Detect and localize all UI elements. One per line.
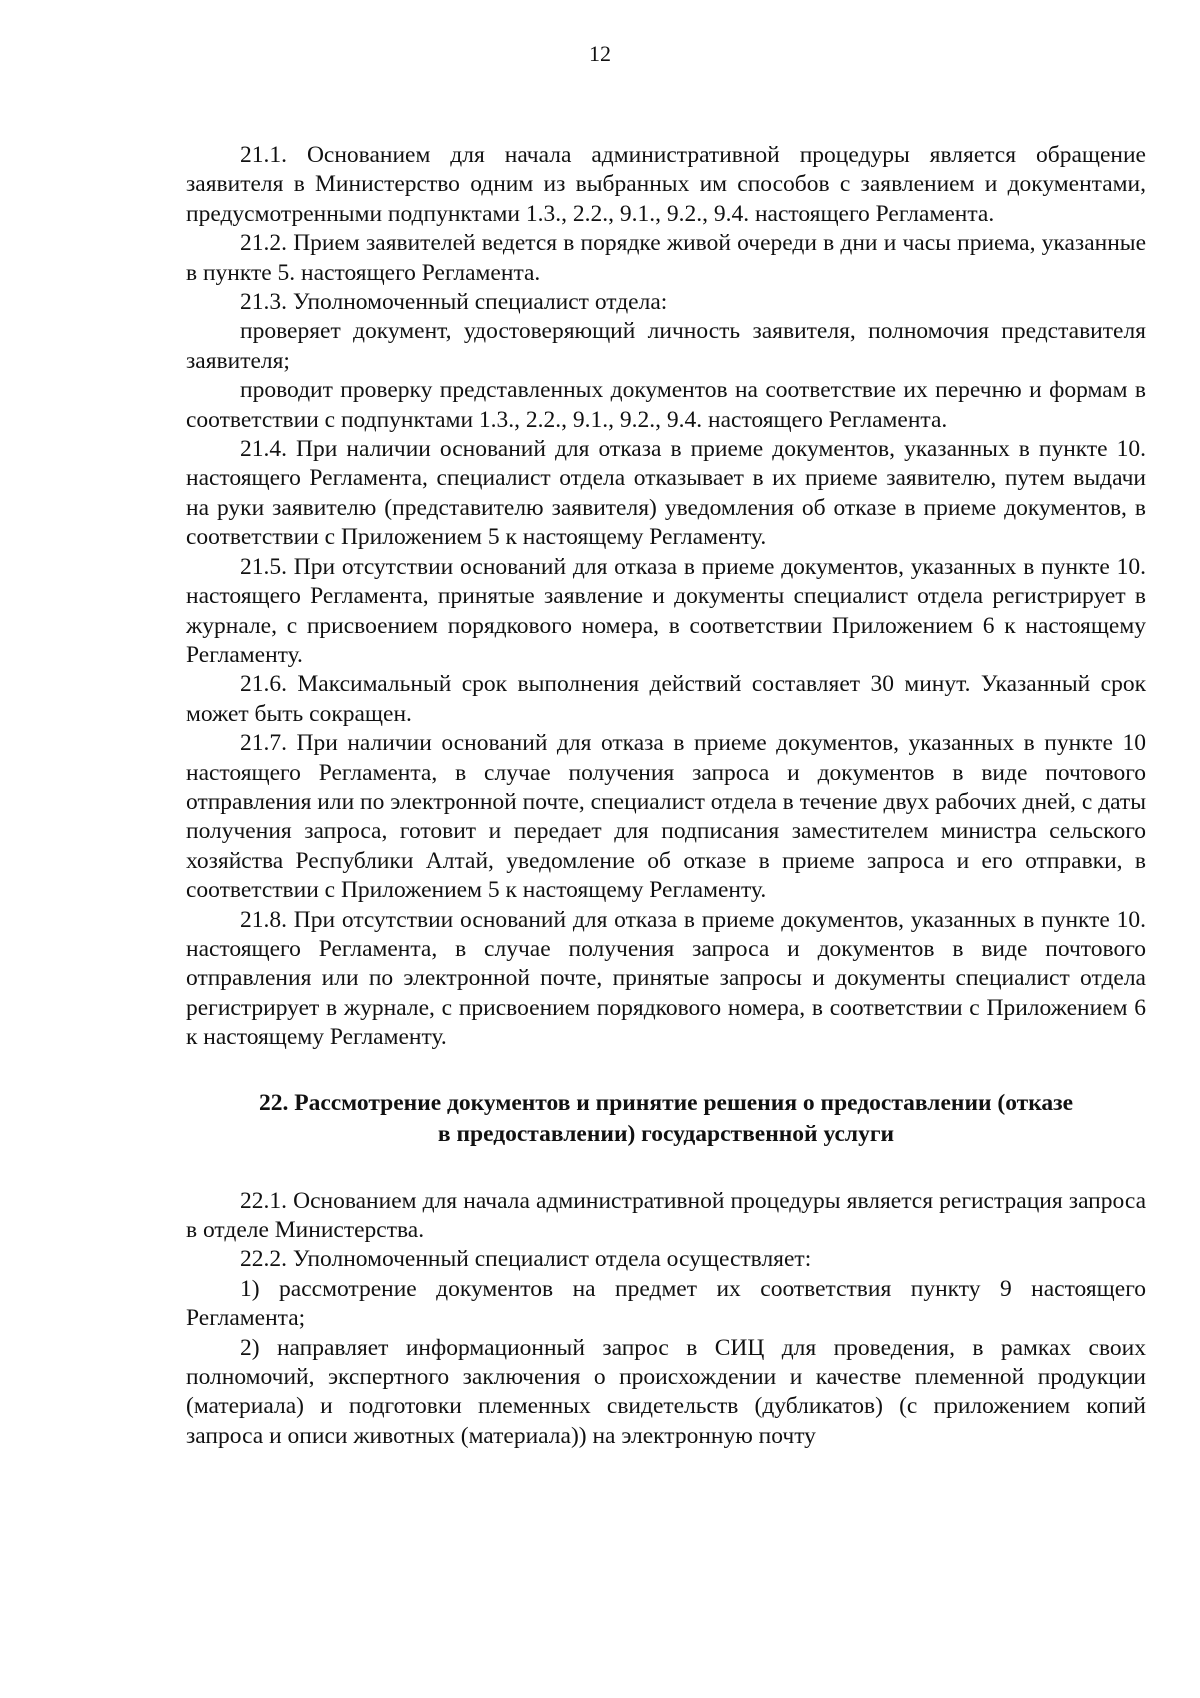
paragraph-21-2: 21.2. Прием заявителей ведется в порядке живой очереди в дни и часы приема, указанные в пункте 5. настоящего Регламента. [186, 230, 1146, 286]
section-22-heading-line-1: 22. Рассмотрение документов и принятие решения о предоставлении (отказе [258, 1089, 1074, 1116]
paragraph-22-2-item-1: 1) рассмотрение документов на предмет их соответствия пункту 9 настоящего Регламента; [186, 1275, 1146, 1332]
paragraph-21-3: 21.3. Уполномоченный специалист отдела: [240, 289, 668, 316]
paragraph-21-7: 21.7. При наличии оснований для отказа в приеме документов, указанных в пункте 10 настоящего Регламента, в случае получения запроса и документов в виде почтового отправления или по электронной почте, специалист отдела в течение двух рабочих дней, с даты получения запроса, готовит и передает для подписания заместителем министра сельского хозяйства Республики Алтай, уведомление об отказе в приеме запроса и его отправки, в соответствии с Приложением 5 к настоящему Регламенту. [186, 730, 1146, 904]
document-body [186, 141, 1146, 1451]
paragraph-21-1: 21.1. Основанием для начала административной процедуры является обращение заявителя в Министерство одним из выбранных им способов с заявлением и документами, предусмотренными подпунктами 1.3., 2.2., 9.1., 9.2., 9.4. настоящего Регламента. [186, 142, 1146, 227]
paragraph-21-3-item-1: проверяет документ, удостоверяющий личность заявителя, полномочия представителя заявителя; [186, 318, 1146, 374]
paragraph-21-8: 21.8. При отсутствии оснований для отказа в приеме документов, указанных в пункте 10. настоящего Регламента, в случае получения запроса и документов в виде почтового отправления или по электронной почте, принятые запросы и документы специалист отдела регистрирует в журнале, с присвоением порядкового номера, в соответствии с Приложением 6 к настоящему Регламенту. [186, 906, 1146, 1051]
paragraph-21-4: 21.4. При наличии оснований для отказа в приеме документов, указанных в пункте 10. настоящего Регламента, специалист отдела отказывает в их приеме заявителю, путем выдачи на руки заявителю (представителю заявителя) уведомления об отказе в приеме документов, в соответствии с Приложением 5 к настоящему Регламенту. [186, 436, 1146, 551]
paragraph-21-3-item-2: проводит проверку представленных документов на соответствие их перечню и формам в соответствии с подпунктами 1.3., 2.2., 9.1., 9.2., 9.4. настоящего Регламента. [186, 377, 1146, 433]
paragraph-22-2-item-2: 2) направляет информационный запрос в СИЦ для проведения, в рамках своих полномочий, экспертного заключения о происхождении и качестве племенной продукции (материала) и подготовки племенных свидетельств (дубликатов) (с приложением копий запроса и описи животных (материала)) на электронную почту [186, 1334, 1146, 1449]
page-number: 12 [589, 41, 611, 66]
section-22-heading-line-2: в предоставлении) государственной услуги [437, 1120, 895, 1147]
paragraph-21-6: 21.6. Максимальный срок выполнения действий составляет 30 минут. Указанный срок может быть сокращен. [186, 671, 1146, 727]
section-22-heading [186, 1088, 1146, 1150]
paragraph-22-2: 22.2. Уполномоченный специалист отдела осуществляет: [240, 1246, 812, 1273]
paragraph-21-5: 21.5. При отсутствии оснований для отказа в приеме документов, указанных в пункте 10. настоящего Регламента, принятые заявление и документы специалист отдела регистрирует в журнале, с присвоением порядкового номера, в соответствии Приложением 6 к настоящему Регламенту. [186, 553, 1146, 668]
paragraph-22-1: 22.1. Основанием для начала административной процедуры является регистрация запроса в отделе Министерства. [186, 1187, 1146, 1243]
